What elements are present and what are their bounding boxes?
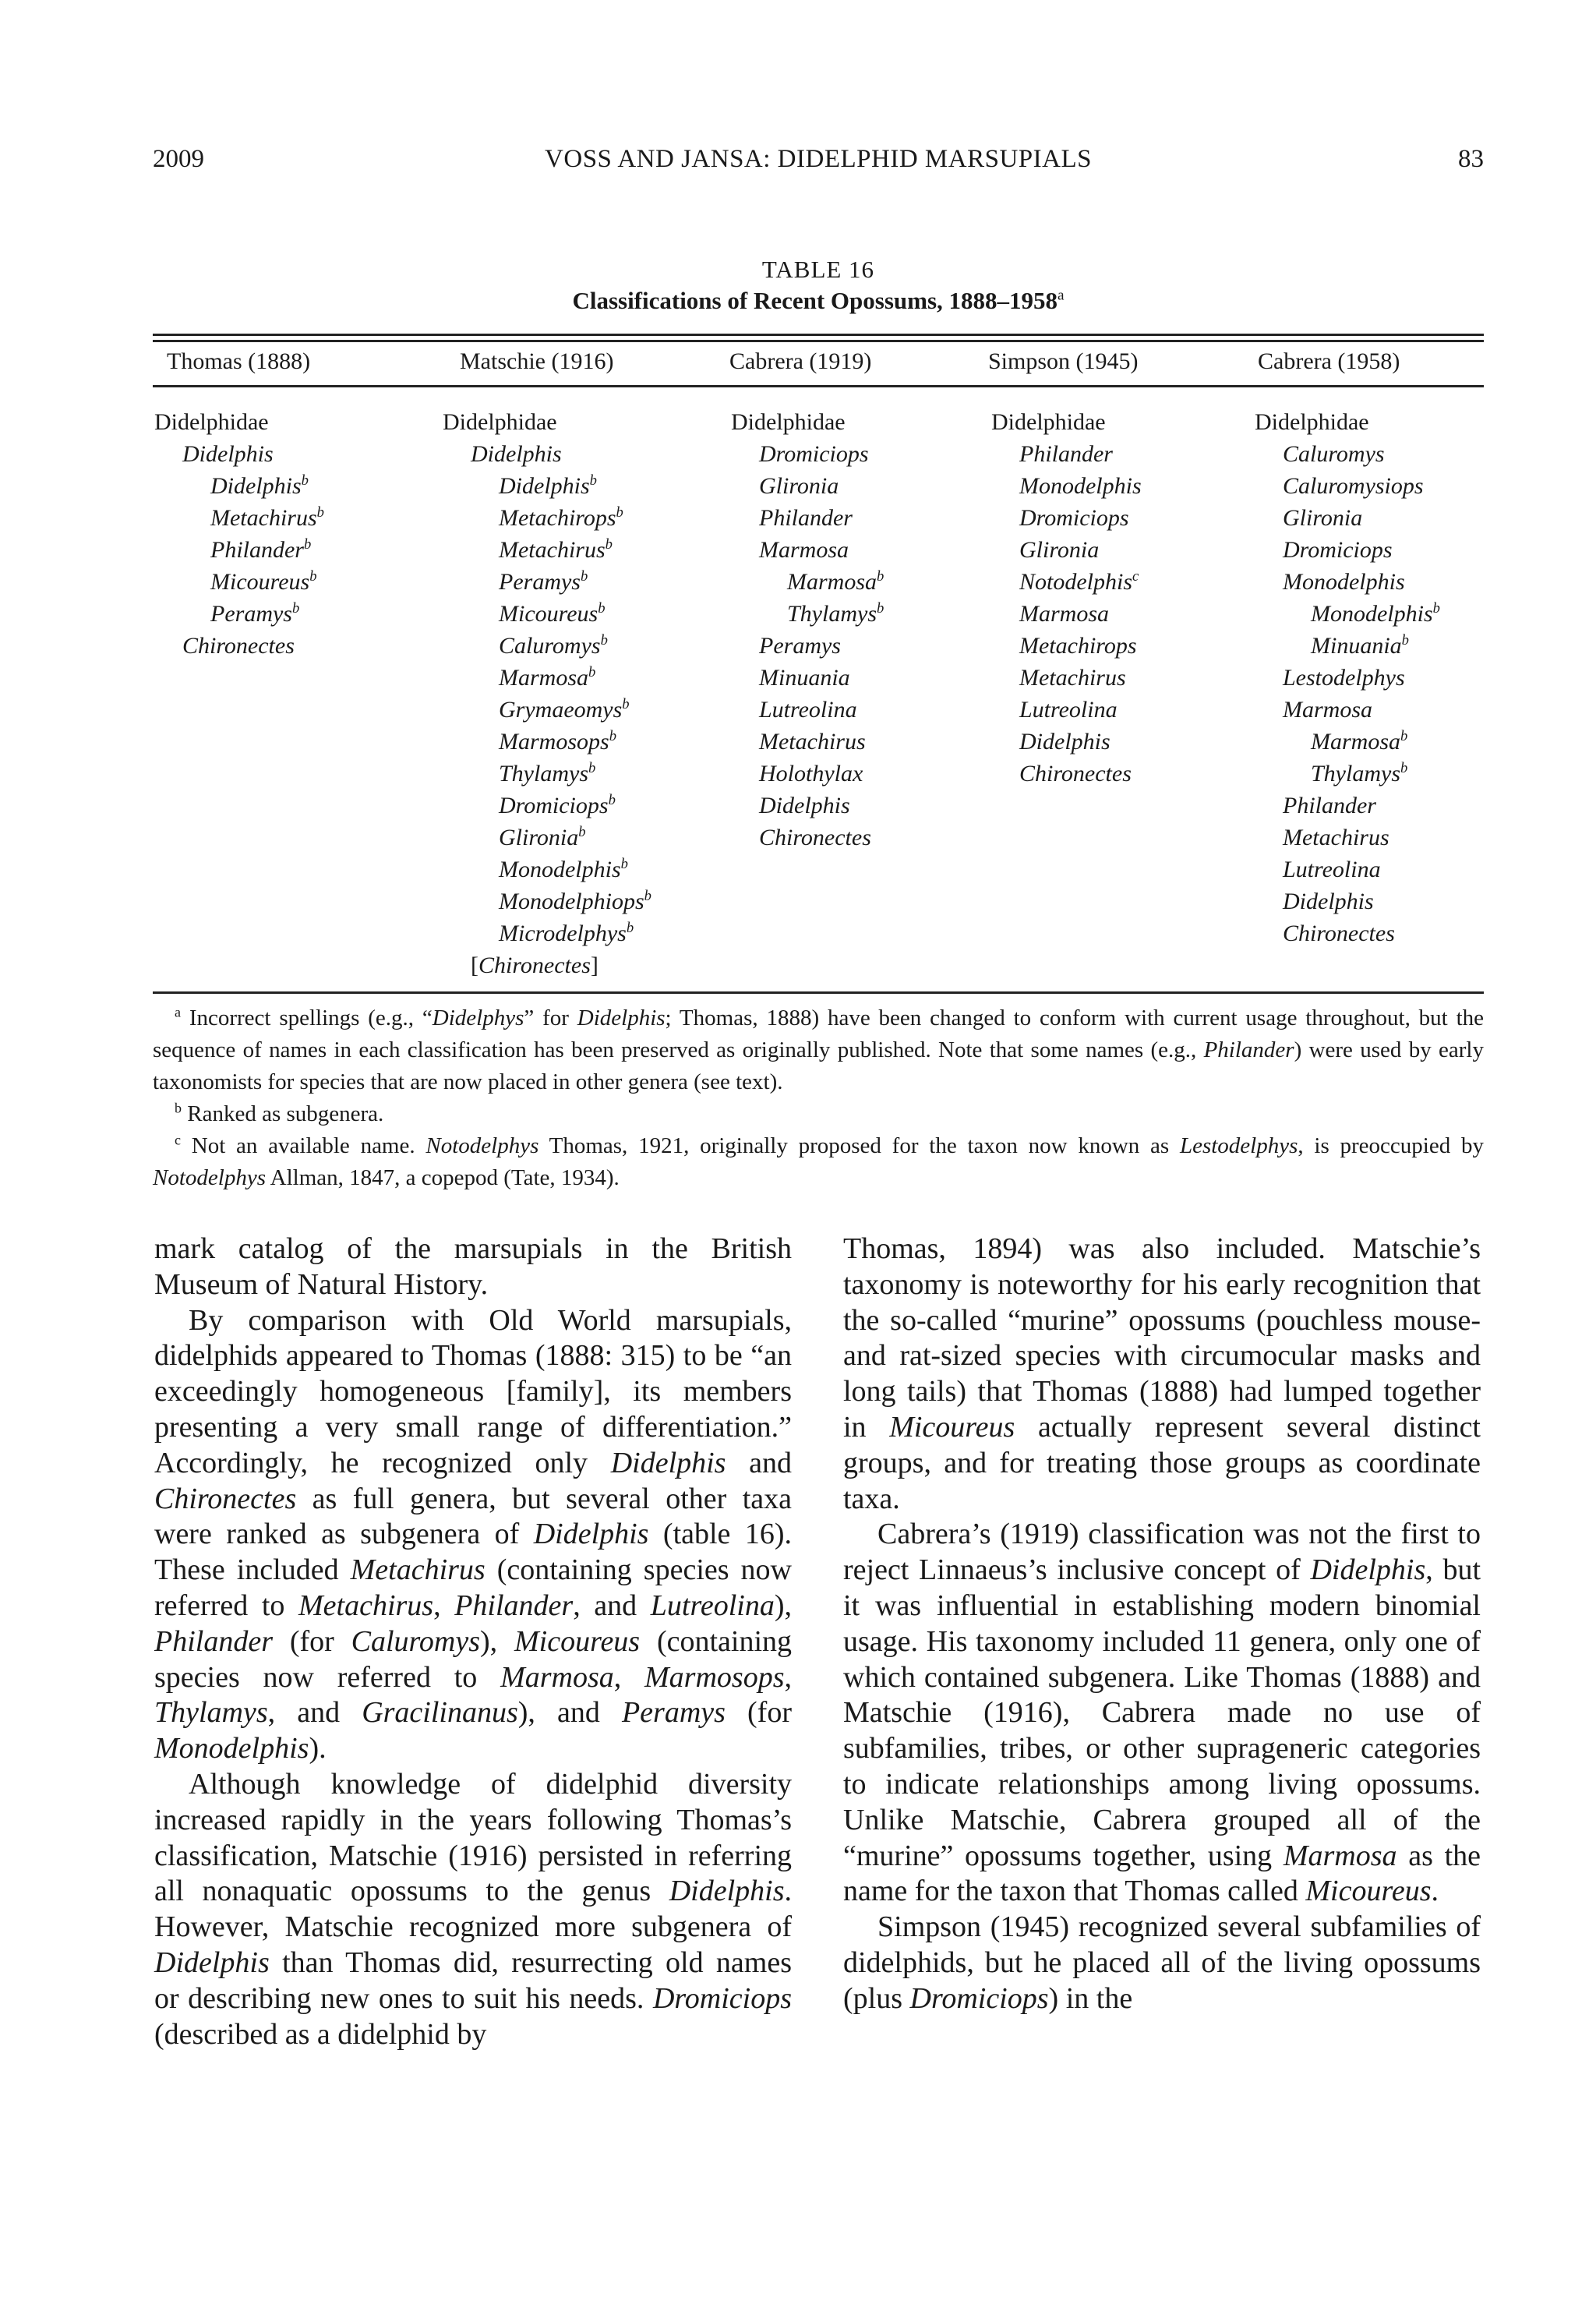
footnote-mark: b (644, 888, 651, 904)
table-cell: Notodelphis$^c$ (1019, 568, 1139, 595)
table-cell: Didelphis (182, 441, 274, 467)
footnote-mark: b (589, 472, 597, 489)
table-cell: Metachirops (1019, 633, 1137, 659)
table-cell: Peramys$^b$ (499, 568, 588, 595)
table-cell: Marmosops$^b$ (499, 728, 616, 755)
table-cell: Caluromys$^b$ (499, 632, 608, 659)
table-cell: Chironectes (182, 633, 295, 659)
table-title-text: Classifications of Recent Opossums, 1888–1958 (572, 287, 1058, 314)
body-paragraph: Although knowledge of didelphid diversity increased rapidly in the years following Thomas’s classification, Matschie (1916) persisted in referring all nonaquatic opossums to the genus Didelphis. However, Matschie recognized more subgenera of Didelphis than Thomas did, resurrecting old names or describing new ones to suit his needs. Dromiciops (described as a didelphid by (154, 1767, 792, 2051)
body-right-column (843, 1232, 1481, 2017)
table-cell: Didelphis (471, 441, 562, 467)
body-paragraph: Simpson (1945) recognized several subfamilies of didelphids, but he placed all of the living opossums (plus Dromiciops) in the (843, 1910, 1481, 2015)
table-cell: Dromiciops$^b$ (499, 792, 616, 818)
body-paragraph: By comparison with Old World marsupials, didelphids appeared to Thomas (1888: 315) to be “an exceedingly homogeneous [family], its members presenting a very small range of differentiation.” Accordingly, he recognized only Didelphis and Chironectes as full genera, but several other taxa were ranked as subgenera of Didelphis (table 16). These included Metachirus (containing species now referred to Metachirus, Philander, and Lutreolina), Philander (for Caluromys), Micoureus (containing species now referred to Marmosa, Marmosops, Thylamys, and Gracilinanus), and Peramys (for Monodelphis). (154, 1303, 793, 1765)
footnote-mark: a (175, 1004, 181, 1020)
table-cell: Marmosa (1019, 601, 1110, 627)
footnote-mark: b (877, 568, 885, 585)
table-cell: Philander (759, 505, 853, 531)
table-cell: Minuania (759, 665, 850, 691)
table-column-thomas-1888 (154, 406, 324, 662)
table-cell: Metachirus$^b$ (210, 504, 324, 531)
footnote-mark: b (605, 536, 613, 553)
column-header-matschie-1916: Matschie (1916) (460, 348, 614, 374)
footnote-mark: b (1432, 600, 1440, 617)
footnote-mark: b (588, 664, 596, 680)
body-paragraph: mark catalog of the marsupials in the British Museum of Natural History. (154, 1232, 792, 1301)
footnote-mark: b (600, 632, 608, 649)
table-cell: Metachirus (1019, 665, 1126, 691)
table-cell: Holothylax (759, 761, 863, 786)
journal-year: 2009 (153, 145, 204, 173)
table-column-matschie-1916 (443, 406, 651, 981)
table-cell: Dromiciops (759, 441, 869, 467)
table-cell: Caluromys (1283, 441, 1385, 467)
table-cell: Marmosa (759, 537, 849, 563)
table-column-simpson-1945 (991, 406, 1142, 790)
body-paragraph: Thomas, 1894) was also included. Matschie’s taxonomy is noteworthy for his early recognition that the so-called “murine” opossums (pouchless mouse- and rat-sized species with circumocular masks and long tails) that Thomas (1888) had lumped together in Micoureus actually represent several distinct groups, and for treating those groups as coordinate taxa. (843, 1232, 1481, 1515)
table-cell: Thylamys$^b$ (1311, 760, 1408, 786)
table-cell: Metachirus$^b$ (499, 536, 613, 563)
column-header-cabrera-1919: Cabrera (1919) (729, 348, 872, 374)
footnote-b: $^b$ Ranked as subgenera. (175, 1100, 384, 1126)
column-header-thomas-1888: Thomas (1888) (167, 348, 311, 374)
table-cell: Thylamys$^b$ (499, 760, 596, 786)
table-label: TABLE 16 (761, 256, 875, 283)
table-cell: Microdelphys$^b$ (499, 920, 634, 946)
footnote-mark: b (622, 696, 630, 712)
table-cell: Lutreolina (759, 697, 857, 723)
table-cell: Peramys (759, 633, 841, 659)
table-header-rule (153, 385, 1484, 387)
table-cell: Chironectes (1019, 761, 1132, 786)
table-cell: Metachirus (1283, 825, 1389, 850)
table-cell: Didelphis$^b$ (210, 472, 309, 499)
footnote-mark: b (309, 568, 317, 585)
table-title (153, 287, 1484, 315)
table-cell: Monodelphiops$^b$ (499, 888, 651, 914)
footnote-mark: b (304, 536, 312, 553)
running-title: VOSS AND JANSA: DIDELPHID MARSUPIALS (545, 145, 1092, 173)
footnote-mark: b (580, 568, 588, 585)
table-cell: Didelphis (1283, 889, 1374, 914)
body-paragraph: Cabrera’s (1919) classification was not the first to reject Linnaeus’s inclusive concept of Didelphis, but it was influential in establishing modern binomial usage. His taxonomy included 11 genera, only one of which contained subgenera. Like Thomas (1888) and Matschie (1916), Cabrera made no use of subfamilies, tribes, or other suprageneric categories to indicate relationships among living opossums. Unlike Matschie, Cabrera grouped all of the “murine” opossums together, using Marmosa as the name for the taxon that Thomas called Micoureus. (843, 1518, 1481, 1908)
table-cell: [Chironectes] (471, 952, 598, 978)
table-cell: Chironectes (759, 825, 871, 850)
table-cell: Micoureus$^b$ (210, 568, 317, 595)
table-title-footnote-mark: a (1058, 287, 1065, 304)
table-cell: Monodelphis$^b$ (499, 856, 628, 882)
table-cell: Didelphis$^b$ (499, 472, 597, 499)
table-cell: Didelphidae (443, 409, 557, 435)
table-bottom-rule (153, 991, 1484, 994)
table-cell: Grymaeomys$^b$ (499, 696, 630, 723)
table-cell: Thylamys$^b$ (787, 600, 885, 627)
table-cell: Glironia (759, 473, 839, 499)
table-cell: Lutreolina (1019, 697, 1118, 723)
table-cell: Didelphidae (1255, 409, 1369, 435)
table-cell: Dromiciops (1283, 537, 1393, 563)
table-cell: Metachirus (759, 729, 866, 755)
footnote-mark: b (588, 760, 596, 776)
table-cell: Marmosa$^b$ (499, 664, 596, 691)
table-cell: Glironia$^b$ (499, 824, 586, 850)
table-cell: Glironia (1283, 505, 1363, 531)
footnote-mark: b (1400, 760, 1408, 776)
table-cell: Minuania$^b$ (1311, 632, 1409, 659)
footnote-mark: b (316, 504, 324, 521)
footnote-mark: b (598, 600, 606, 617)
footnote-mark: b (1400, 728, 1408, 744)
table-cell: Philander (1283, 793, 1376, 818)
table-cell: Marmosa (1283, 697, 1373, 723)
page-number: 83 (1458, 145, 1484, 173)
footnote-mark: b (609, 728, 616, 744)
footnote-mark: b (175, 1100, 182, 1116)
table-cell: Dromiciops (1019, 505, 1129, 531)
footnote-c: $^c$ Not an available name. Notodelphys Thomas, 1921, originally proposed for the taxon now known as Lestodelphys, is preoccupied by Notodelphys Allman, 1847, a copepod (Tate, 1934). (153, 1132, 1484, 1190)
footnote-mark: b (608, 792, 616, 808)
footnote-mark: b (578, 824, 586, 840)
column-header-simpson-1945: Simpson (1945) (988, 348, 1139, 374)
footnote-mark: b (301, 472, 309, 489)
table-cell: Didelphis (759, 793, 850, 818)
footnote-mark: b (291, 600, 300, 617)
footnote-mark: b (877, 600, 885, 617)
table-cell: Metachirops$^b$ (499, 504, 623, 531)
table-cell: Micoureus$^b$ (499, 600, 606, 627)
footnote-mark: c (175, 1132, 181, 1148)
table-cell: Glironia (1019, 537, 1100, 563)
footnote-mark: b (626, 920, 634, 936)
table-footnotes (153, 1002, 1484, 1194)
running-head (153, 145, 1484, 179)
table-top-rule (153, 334, 1484, 336)
footnote-mark: b (1401, 632, 1409, 649)
table-top-rule-inner (153, 340, 1484, 342)
table-cell: Peramys$^b$ (210, 600, 300, 627)
table-cell: Chironectes (1283, 921, 1395, 946)
footnote-mark: b (616, 504, 623, 521)
table-cell: Didelphidae (991, 409, 1106, 435)
table-cell: Philander$^b$ (210, 536, 312, 563)
table-cell: Monodelphis (1019, 473, 1142, 499)
table-cell: Marmosa$^b$ (1311, 728, 1408, 755)
table-cell: Didelphis (1019, 729, 1110, 755)
table-cell: Philander (1019, 441, 1113, 467)
footnote-mark: c (1132, 568, 1139, 585)
table-cell: Monodelphis (1283, 569, 1405, 595)
table-cell: Didelphidae (154, 409, 269, 435)
table-cell: Monodelphis$^b$ (1311, 600, 1440, 627)
footnote-a: $^a$ Incorrect spellings (e.g., “Didelphys” for Didelphis; Thomas, 1888) have been changed to conform with current usage throughout, but the sequence of names in each classification has been preserved as originally published. Note that some names (e.g., Philander) were used by early taxonomists for species that are now placed in other genera (see text). (153, 1004, 1485, 1094)
table-cell: Lestodelphys (1283, 665, 1405, 691)
table-cell: Caluromysiops (1283, 473, 1424, 499)
table-column-cabrera-1958 (1255, 406, 1440, 949)
column-header-cabrera-1958: Cabrera (1958) (1258, 348, 1400, 374)
footnote-mark: b (620, 856, 628, 872)
table-cell: Marmosa$^b$ (787, 568, 885, 595)
table-cell: Lutreolina (1283, 857, 1381, 882)
table-cell: Didelphidae (731, 409, 846, 435)
body-left-column (154, 1232, 792, 2052)
table-column-cabrera-1919 (731, 406, 884, 854)
